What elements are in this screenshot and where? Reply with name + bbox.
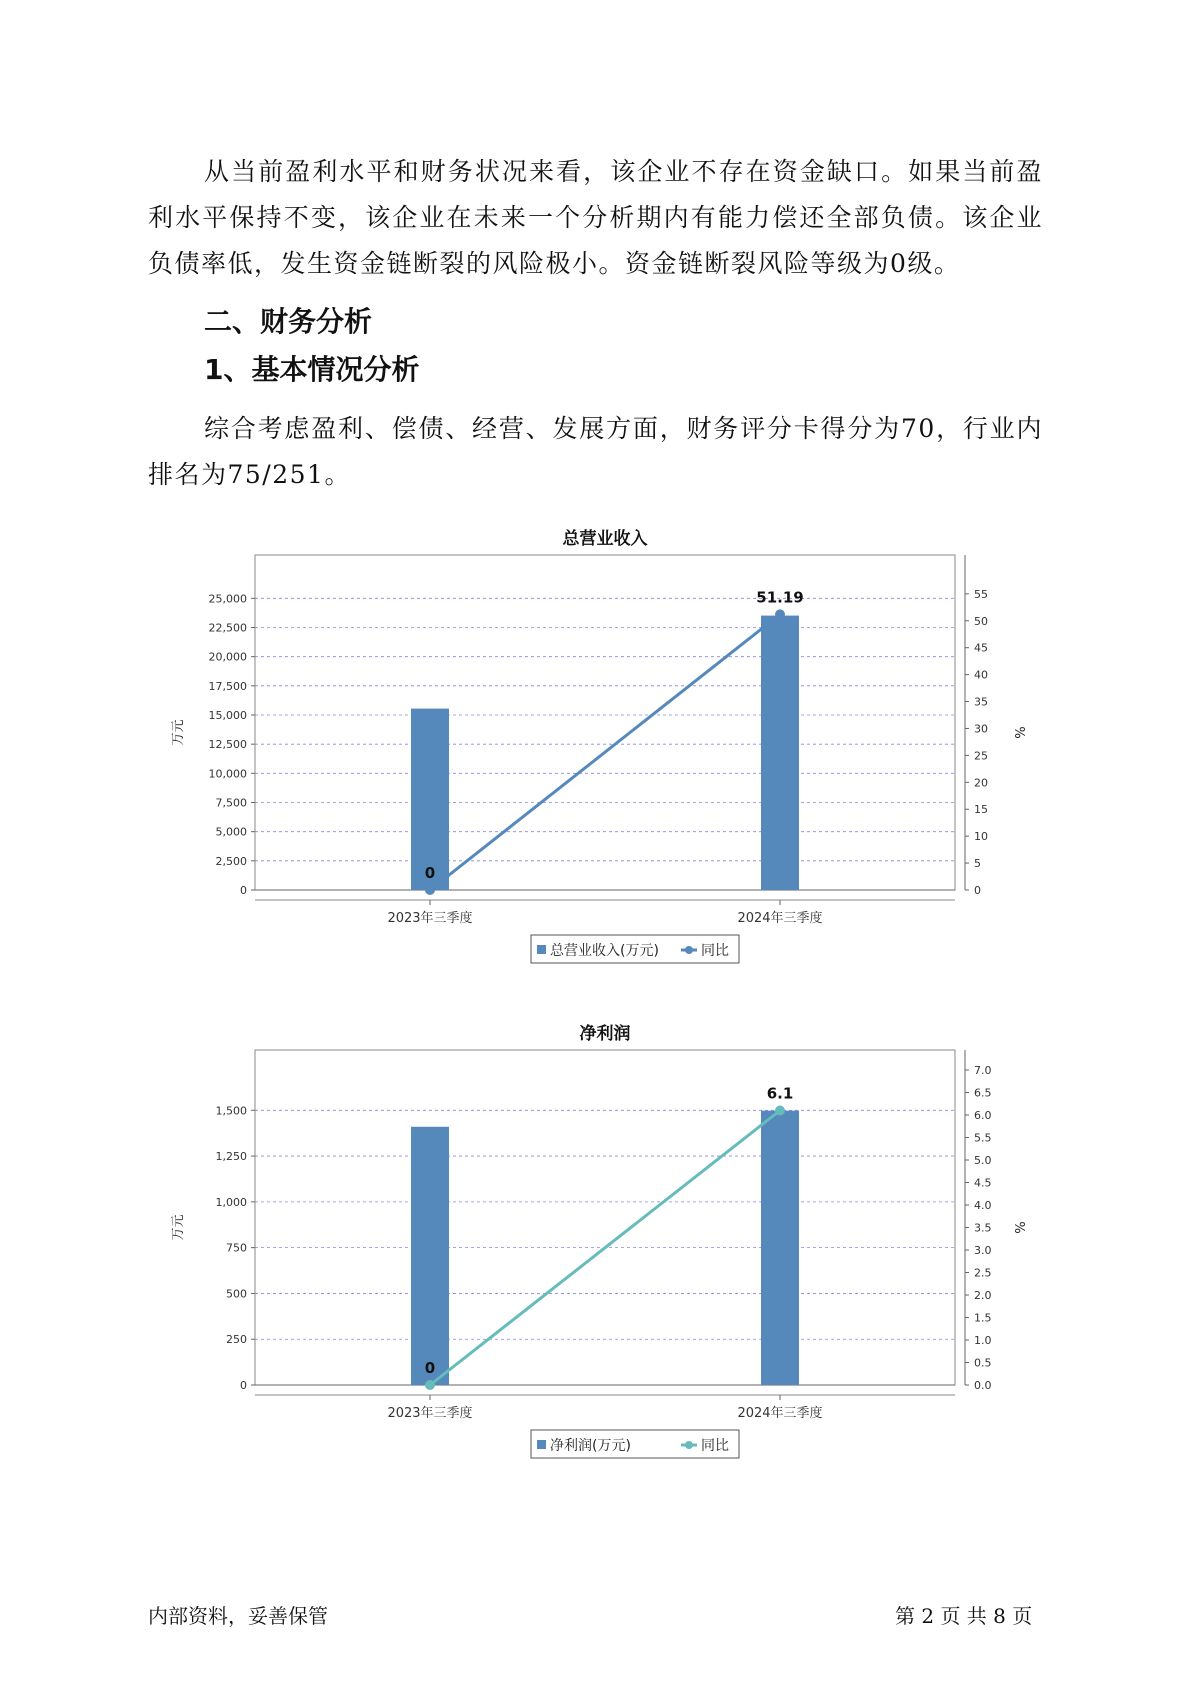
y2-axis-label: %: [1011, 1221, 1026, 1234]
bar: [411, 709, 449, 890]
y-tick-label: 20,000: [208, 650, 247, 664]
y-tick-label: 10,000: [208, 767, 247, 781]
y2-tick-label: 0.0: [974, 1379, 992, 1392]
y-tick-label: 5,000: [215, 825, 247, 839]
y2-tick-label: 3.5: [974, 1221, 992, 1235]
net-profit-chart: [160, 1015, 1040, 1475]
y2-tick-label: 2.5: [974, 1266, 992, 1280]
y2-tick-label: 3.0: [974, 1244, 992, 1257]
footer-page-number: 第 2 页 共 8 页: [895, 1604, 1033, 1628]
footer-confidential: 内部资料，妥善保管: [148, 1604, 328, 1628]
legend-line-label: 同比: [701, 1438, 729, 1454]
yoy-data-label: 0: [424, 864, 436, 882]
yoy-data-label: 0: [424, 1359, 436, 1377]
y2-tick-label: 5.0: [974, 1154, 992, 1167]
y-tick-label: 1,000: [215, 1195, 247, 1209]
y2-tick-label: 40: [974, 668, 988, 682]
y-tick-label: 7,500: [215, 796, 247, 810]
x-tick-label: 2023年三季度: [387, 911, 473, 926]
y-tick-label: 0: [240, 884, 247, 897]
y2-tick-label: 5.5: [974, 1131, 992, 1145]
legend-bar-label: 总营业收入(万元): [550, 943, 659, 959]
legend-bar-swatch: [537, 945, 546, 954]
y2-tick-label: 25: [974, 749, 988, 763]
yoy-point: [425, 885, 435, 895]
y2-tick-label: 15: [974, 803, 988, 817]
bar: [761, 1111, 799, 1385]
y-tick-label: 250: [226, 1333, 247, 1347]
paragraph-funding-risk: 从当前盈利水平和财务状况来看，该企业不存在资金缺口。如果当前盈利水平保持不变，该企业在未来一个分析期内有能力偿还全部负债。该企业负债率低，发生资金链断裂的风险极小。资金链断裂风险等级为0级。: [148, 157, 1043, 278]
y2-tick-label: 4.0: [974, 1199, 992, 1212]
legend-line-marker: [685, 1441, 693, 1449]
y2-tick-label: 1.5: [974, 1311, 992, 1325]
y-tick-label: 17,500: [208, 679, 247, 693]
y2-tick-label: 2.0: [974, 1289, 992, 1302]
y-tick-label: 1,250: [215, 1150, 247, 1164]
y-tick-label: 0: [240, 1379, 247, 1392]
yoy-data-label: 51.19: [756, 588, 804, 607]
y2-tick-label: 6.5: [974, 1086, 992, 1100]
yoy-point: [775, 609, 785, 619]
subsection-heading: 1、基本情况分析: [204, 353, 420, 386]
legend-bar-swatch: [537, 1440, 546, 1449]
bar: [761, 616, 799, 890]
y2-tick-label: 0.5: [974, 1356, 992, 1370]
y2-tick-label: 45: [974, 641, 988, 655]
y-tick-label: 15,000: [208, 709, 247, 722]
legend-line-label: 同比: [701, 943, 729, 959]
y2-tick-label: 55: [974, 587, 988, 601]
y-axis-label: 万元: [171, 1214, 186, 1241]
yoy-point: [425, 1380, 435, 1390]
y-tick-label: 1,500: [215, 1104, 247, 1118]
yoy-data-label: 6.1: [766, 1084, 794, 1103]
y-tick-label: 2,500: [215, 854, 247, 868]
y-tick-label: 750: [226, 1241, 247, 1255]
y2-axis-label: %: [1011, 726, 1026, 739]
chart-legend: [531, 1430, 739, 1458]
x-tick-label: 2023年三季度: [387, 1406, 473, 1421]
y2-tick-label: 6.0: [974, 1109, 992, 1122]
y2-tick-label: 20: [974, 776, 988, 790]
y2-tick-label: 10: [974, 830, 988, 844]
legend-line-marker: [685, 946, 693, 954]
y2-tick-label: 7.0: [974, 1064, 992, 1077]
plot-area: [255, 1050, 955, 1385]
chart-legend: [531, 935, 739, 963]
y2-tick-label: 35: [974, 695, 988, 709]
revenue-chart: [160, 520, 1040, 980]
y2-tick-label: 4.5: [974, 1176, 992, 1190]
y2-tick-label: 5: [974, 857, 981, 871]
section-heading: 二、财务分析: [204, 305, 373, 338]
chart-title: 总营业收入: [562, 529, 648, 549]
chart-title: 净利润: [579, 1024, 631, 1044]
y-tick-label: 25,000: [208, 592, 247, 606]
y2-tick-label: 1.0: [974, 1334, 992, 1347]
paragraph-scorecard: 综合考虑盈利、偿债、经营、发展方面，财务评分卡得分为70，行业内排名为75/251。: [148, 414, 1043, 489]
y2-tick-label: 50: [974, 614, 988, 628]
x-tick-label: 2024年三季度: [737, 911, 823, 926]
y-axis-label: 万元: [171, 719, 186, 746]
y2-tick-label: 0: [974, 884, 981, 897]
yoy-point: [775, 1106, 785, 1116]
x-tick-label: 2024年三季度: [737, 1406, 823, 1421]
y-tick-label: 500: [226, 1287, 247, 1301]
y2-tick-label: 30: [974, 722, 988, 736]
legend-bar-label: 净利润(万元): [550, 1438, 631, 1454]
bar: [411, 1127, 449, 1385]
plot-area: [255, 555, 955, 890]
y-tick-label: 12,500: [208, 738, 247, 752]
y-tick-label: 22,500: [208, 621, 247, 635]
